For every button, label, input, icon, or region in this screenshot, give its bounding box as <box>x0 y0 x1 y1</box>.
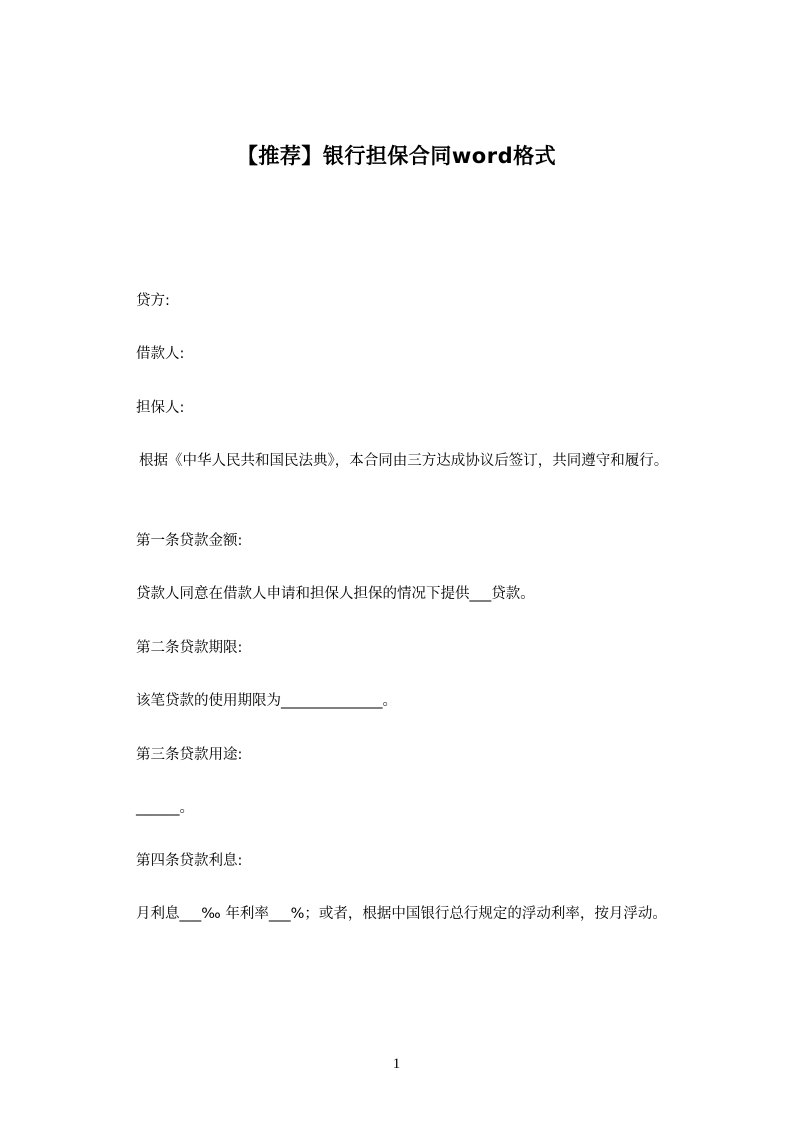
article-4-body: 月利息___‰ 年利率___%；或者，根据中国银行总行规定的浮动利率，按月浮动。 <box>136 906 667 922</box>
lender-label: 贷方: <box>136 293 170 309</box>
article-1-heading: 第一条贷款金额: <box>136 533 243 549</box>
article-3-heading: 第三条贷款用途: <box>136 747 243 763</box>
guarantor-label: 担保人: <box>136 400 185 416</box>
article-3-body: ______。 <box>136 800 194 816</box>
borrower-label: 借款人: <box>136 346 185 362</box>
document-title: 【推荐】银行担保合同word格式 <box>236 144 557 168</box>
preamble-paragraph: 根据《中华人民共和国民法典》，本合同由三方达成协议后签订，共同遵守和履行。 <box>139 453 669 469</box>
article-4-heading: 第四条贷款利息: <box>136 853 243 869</box>
article-2-heading: 第二条贷款期限: <box>136 640 243 656</box>
article-2-body: 该笔贷款的使用期限为______________。 <box>136 693 397 709</box>
article-1-body: 贷款人同意在借款人申请和担保人担保的情况下提供___贷款。 <box>136 586 535 602</box>
page-number: 1 <box>392 1056 401 1072</box>
